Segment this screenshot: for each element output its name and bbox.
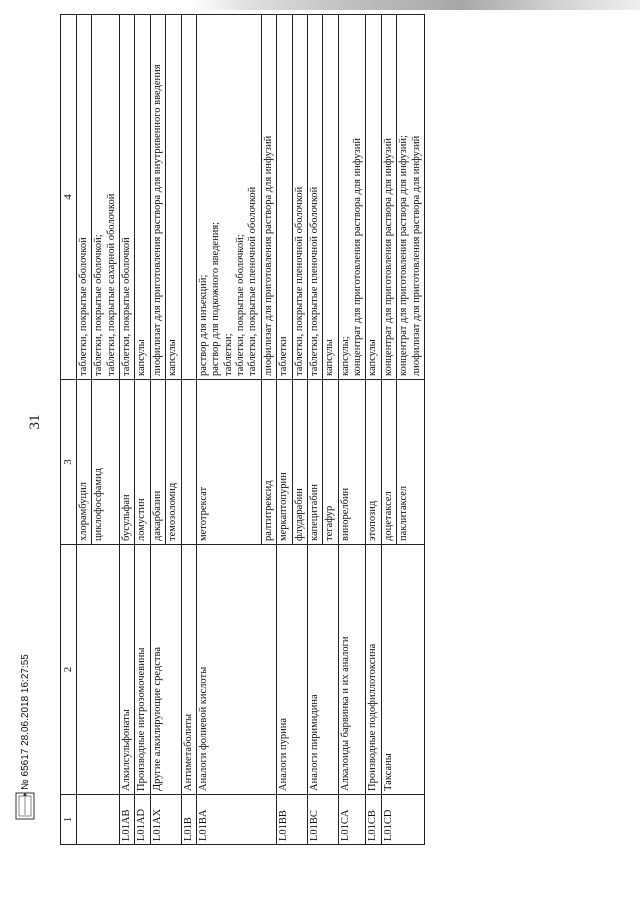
drug-name-cell: капецитабин: [307, 380, 322, 545]
dosage-form-line: капсулы: [136, 339, 148, 376]
atc-code-cell: [166, 795, 181, 845]
atc-code-cell: L01B: [181, 795, 196, 845]
drug-name-cell: метотрексат: [196, 380, 261, 545]
table-header-row: [61, 15, 77, 845]
atc-code-cell: L01BA: [196, 795, 261, 845]
group-name-cell: Производные подофиллотоксина: [366, 545, 381, 795]
atc-code-cell: [292, 795, 307, 845]
dosage-form-line: концентрат для приготовления раствора для инфузий;: [398, 135, 410, 376]
atc-code-cell: L01AD: [135, 795, 150, 845]
group-name-cell: Антиметаболиты: [181, 545, 196, 795]
header-col-1: 1: [61, 795, 77, 845]
drug-name-cell: меркаптопурин: [277, 380, 292, 545]
page-number: 31: [27, 414, 43, 430]
dosage-forms-cell: [307, 15, 322, 380]
dosage-form-line: лиофилизат для приготовления раствора для инфузий: [410, 135, 422, 376]
dosage-form-line: таблетки, покрытые пленочной оболочкой: [247, 186, 259, 376]
table-row: [181, 15, 196, 845]
dosage-form-line: таблетки, покрытые пленочной оболочкой: [293, 186, 305, 376]
group-name-cell: [397, 545, 425, 795]
certificate-number: [14, 654, 38, 790]
dosage-forms-cell: [196, 15, 261, 380]
group-name-cell: [76, 545, 91, 795]
group-name-cell: [166, 545, 181, 795]
group-name-cell: Производные нитрозомочевины: [135, 545, 150, 795]
drug-name-cell: дакарбазин: [150, 380, 165, 545]
dosage-forms-cell: [76, 15, 91, 380]
certificate-text: № 65617 28.06.2018 16:27:55: [20, 654, 31, 790]
header-col-3: 3: [61, 380, 77, 545]
table-row: [166, 15, 181, 845]
drug-name-cell: циклофосфамид: [92, 380, 120, 545]
drug-name-cell: паклитаксел: [397, 380, 425, 545]
table-row: [323, 15, 338, 845]
atc-code-cell: L01BB: [277, 795, 292, 845]
dosage-form-line: таблетки, покрытые оболочкой: [77, 237, 89, 376]
dosage-forms-cell: [338, 15, 366, 380]
dosage-form-line: раствор для инъекций;: [197, 274, 209, 376]
dosage-forms-cell: [323, 15, 338, 380]
drug-name-cell: бусульфан: [120, 380, 135, 545]
table-row: [307, 15, 322, 845]
drug-name-cell: ралтитрексид: [261, 380, 276, 545]
group-name-cell: [323, 545, 338, 795]
drug-name-cell: этопозид: [366, 380, 381, 545]
dosage-forms-cell: [366, 15, 381, 380]
dosage-form-line: таблетки, покрытые оболочкой: [121, 237, 133, 376]
group-name-cell: Алкалоиды барвинка и их аналоги: [338, 545, 366, 795]
dosage-form-line: раствор для подкожного введения;: [210, 221, 222, 376]
dosage-forms-cell: [120, 15, 135, 380]
table-row: [338, 15, 366, 845]
scan-edge: [0, 0, 640, 10]
dosage-form-line: концентрат для приготовления раствора для инфузий: [352, 138, 364, 376]
group-name-cell: [292, 545, 307, 795]
dosage-forms-cell: [181, 15, 196, 380]
dosage-forms-cell: [166, 15, 181, 380]
table-row: [120, 15, 135, 845]
dosage-form-line: лиофилизат для приготовления раствора для инфузий: [262, 135, 274, 376]
dosage-form-line: таблетки: [278, 336, 290, 376]
table-row: [366, 15, 381, 845]
seal-icon: [13, 790, 37, 822]
drug-table: [60, 14, 425, 845]
dosage-form-line: таблетки, покрытые сахарной оболочкой: [105, 193, 117, 376]
drug-name-cell: доцетаксел: [381, 380, 396, 545]
dosage-forms-cell: [277, 15, 292, 380]
table-row: [277, 15, 292, 845]
header-col-4: 4: [61, 15, 77, 380]
table-row: [261, 15, 276, 845]
atc-code-cell: [76, 795, 91, 845]
table-row: [196, 15, 261, 845]
atc-code-cell: L01CA: [338, 795, 366, 845]
dosage-form-line: таблетки;: [222, 333, 234, 376]
atc-code-cell: [261, 795, 276, 845]
group-name-cell: Алкилсульфонаты: [120, 545, 135, 795]
header-col-2: 2: [61, 545, 77, 795]
group-name-cell: Аналоги фолиевой кислоты: [196, 545, 261, 795]
atc-code-cell: [323, 795, 338, 845]
dosage-form-line: капсулы: [324, 339, 336, 376]
group-name-cell: Аналоги пиримидина: [307, 545, 322, 795]
table-row: [292, 15, 307, 845]
dosage-forms-cell: [397, 15, 425, 380]
table-row: [381, 15, 396, 845]
group-name-cell: Аналоги пурина: [277, 545, 292, 795]
dosage-forms-cell: [135, 15, 150, 380]
atc-code-cell: L01BC: [307, 795, 322, 845]
atc-code-cell: L01CD: [381, 795, 396, 845]
dosage-form-line: таблетки, покрытые пленочной оболочкой: [308, 186, 320, 376]
atc-code-cell: L01CB: [366, 795, 381, 845]
table-row: [76, 15, 91, 845]
dosage-form-line: капсулы;: [339, 336, 351, 376]
atc-code-cell: L01AX: [150, 795, 165, 845]
table-row: [397, 15, 425, 845]
table-row: [92, 15, 120, 845]
dosage-form-line: лиофилизат для приготовления раствора для внутривенного введения: [151, 64, 163, 376]
group-name-cell: [261, 545, 276, 795]
dosage-form-line: капсулы: [167, 339, 179, 376]
drug-name-cell: тегафур: [323, 380, 338, 545]
drug-name-cell: винорелбин: [338, 380, 366, 545]
dosage-forms-cell: [150, 15, 165, 380]
drug-table-rotated: [60, 15, 620, 845]
atc-code-cell: L01AB: [120, 795, 135, 845]
drug-name-cell: ломустин: [135, 380, 150, 545]
group-name-cell: [92, 545, 120, 795]
drug-name-cell: флударабин: [292, 380, 307, 545]
dosage-forms-cell: [261, 15, 276, 380]
dosage-form-line: концентрат для приготовления раствора для инфузий: [382, 138, 394, 376]
dosage-forms-cell: [381, 15, 396, 380]
dosage-form-line: капсулы: [367, 339, 379, 376]
table-row: [135, 15, 150, 845]
dosage-forms-cell: [92, 15, 120, 380]
dosage-form-line: таблетки, покрытые оболочкой;: [235, 234, 247, 376]
atc-code-cell: [397, 795, 425, 845]
atc-code-cell: [92, 795, 120, 845]
drug-name-cell: хлорамбуцил: [76, 380, 91, 545]
group-name-cell: Другие алкилирующие средства: [150, 545, 165, 795]
table-row: [150, 15, 165, 845]
dosage-form-line: таблетки, покрытые оболочкой;: [93, 234, 105, 376]
dosage-forms-cell: [292, 15, 307, 380]
drug-name-cell: [181, 380, 196, 545]
drug-name-cell: темозоломид: [166, 380, 181, 545]
group-name-cell: Таксаны: [381, 545, 396, 795]
